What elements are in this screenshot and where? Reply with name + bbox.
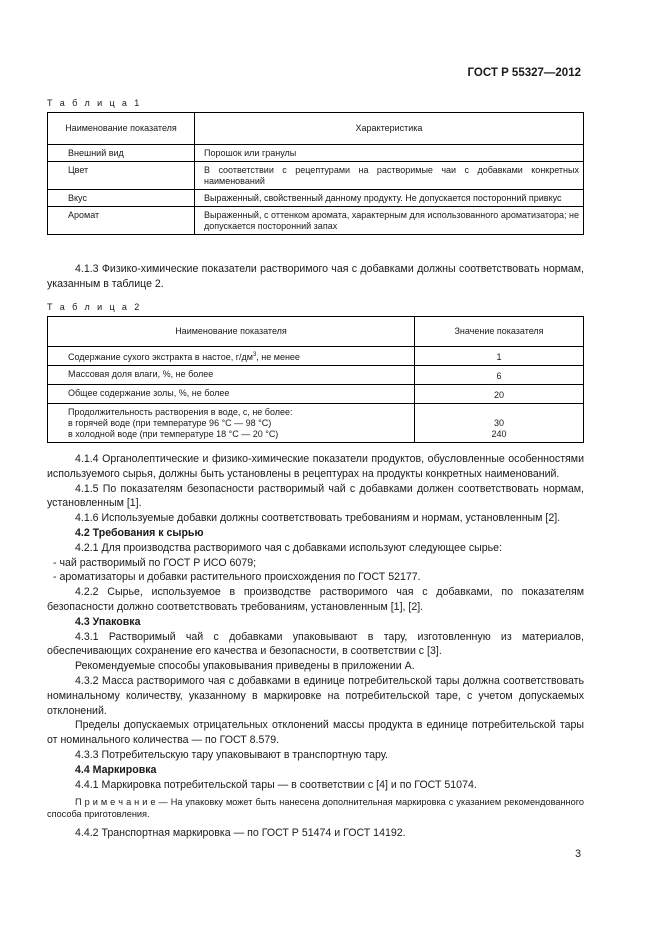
paragraph-4-4-1: 4.4.1 Маркировка потребительской тары — в соответствии с [4] и по ГОСТ 51074. <box>75 778 477 791</box>
body-text <box>47 452 584 841</box>
paragraph-4-3-1-note: Рекомендуемые способы упаковывания приведены в приложении А. <box>75 660 415 673</box>
table-row <box>48 145 584 162</box>
paragraph-4-1-4: 4.1.4 Органолептические и физико-химические показатели продуктов, обусловленные особенностями используемого сырья, должны быть установлены в рецептурах на продукты конкретных наименований. <box>47 453 584 480</box>
table2-header-value: Значение показателя <box>415 317 584 347</box>
paragraph-4-2-2: 4.2.2 Сырье, используемое в производстве растворимого чая с добавками, по показателям безопасности должно соответствовать требованиям, установленным [1], [2]. <box>47 586 584 613</box>
paragraph-4-1-5: 4.1.5 По показателям безопасности растворимый чай с добавками должен соответствовать нормам, установленным [1]. <box>47 482 584 510</box>
table2-cell-name: Общее содержание золы, %, не более <box>48 385 415 404</box>
table2-caption: Т а б л и ц а 2 <box>47 302 142 312</box>
table-row <box>48 190 584 207</box>
table2-cell-value: 20 <box>415 385 584 404</box>
table1-cell-value: Порошок или гранулы <box>195 145 584 162</box>
paragraph-4-4-2: 4.4.2 Транспортная маркировка — по ГОСТ Р 51474 и ГОСТ 14192. <box>75 827 406 840</box>
section-heading-4-4: 4.4 Маркировка <box>75 763 157 776</box>
table1-cell-name: Вкус <box>48 190 195 207</box>
section-heading-4-3: 4.3 Упаковка <box>75 615 141 628</box>
list-item: - ароматизаторы и добавки растительного происхождения по ГОСТ 52177. <box>53 571 421 584</box>
paragraph-4-1-6: 4.1.6 Используемые добавки должны соответствовать требованиям и нормам, установленным [2]. <box>75 512 561 525</box>
paragraph-4-3-1: 4.3.1 Растворимый чай с добавками упаковывают в тару, изготовленную из материалов, обеспечивающих сохранение его качества и безопасности, в соответствии с [3]. <box>47 630 584 658</box>
table1-cell-name: Аромат <box>48 207 195 235</box>
paragraph-4-3-2-limits: Пределы допускаемых отрицательных отклонений массы продукта в единице потребительской тары от номинального количества — по ГОСТ 8.579. <box>47 719 584 747</box>
table1-cell-name: Цвет <box>48 162 195 190</box>
note <box>47 796 584 820</box>
table-row <box>48 404 584 443</box>
table-row <box>48 162 584 190</box>
table1-cell-value: Выраженный, свойственный данному продукту. Не допускается посторонний привкус <box>195 190 584 207</box>
paragraph-4-3-3: 4.3.3 Потребительскую тару упаковывают в транспортную тару. <box>75 748 388 761</box>
table-row <box>48 385 584 404</box>
table1-cell-value: Выраженный, с оттенком аромата, характерным для использованного ароматизатора; не допускается посторонний запах <box>195 207 584 235</box>
table2-cell-value: 6 <box>415 366 584 385</box>
table1-caption: Т а б л и ц а 1 <box>47 98 142 108</box>
table2-cell-name: Содержание сухого экстракта в настое, $г/дм^3$, не менее <box>48 347 415 366</box>
table-row <box>48 347 584 366</box>
paragraph-4-2-1: 4.2.1 Для производства растворимого чая с добавками используют следующее сырье: <box>75 541 503 554</box>
page-number: 3 <box>575 848 581 860</box>
section-heading-4-2: 4.2 Требования к сырью <box>75 526 204 539</box>
table1 <box>47 112 584 235</box>
paragraph-4-3-2: 4.3.2 Масса растворимого чая с добавками в единице потребительской тары должна соответствовать номинальному количеству, указанному в маркировке на потребительской таре, с учетом допускаемых отклонений. <box>47 674 584 717</box>
document-id: ГОСТ Р 55327—2012 <box>467 67 581 79</box>
table2-cell-value: 30 240 <box>415 404 584 443</box>
table1-header-characteristic: Характеристика <box>195 113 584 145</box>
paragraph-4-1-3: 4.1.3 Физико-химические показатели растворимого чая с добавками должны соответствовать нормам, указанным в таблице 2. <box>47 263 584 290</box>
table1-cell-name: Внешний вид <box>48 145 195 162</box>
table2-cell-name: Продолжительность растворения в воде, с, не более: в горячей воде (при температуре 96 °С — 98 °С) в холодной воде (при температуре 18 °С — 20 °С) <box>48 404 415 443</box>
table2-cell-name: Массовая доля влаги, %, не более <box>48 366 415 385</box>
table2-cell-value: 1 <box>415 347 584 366</box>
table1-cell-value: В соответствии с рецептурами на растворимые чаи с добавками конкретных наименований <box>195 162 584 190</box>
table2-header-name: Наименование показателя <box>48 317 415 347</box>
table2 <box>47 316 584 443</box>
note-label: П р и м е ч а н и е <box>75 797 156 808</box>
table-row <box>48 207 584 235</box>
table-row <box>48 366 584 385</box>
table1-header-name: Наименование показателя <box>48 113 195 145</box>
note-text: — На упаковку может быть нанесена дополнительная маркировка с указанием рекомендованного способа приготовления. <box>47 797 584 820</box>
list-item: - чай растворимый по ГОСТ Р ИСО 6079; <box>53 556 257 569</box>
